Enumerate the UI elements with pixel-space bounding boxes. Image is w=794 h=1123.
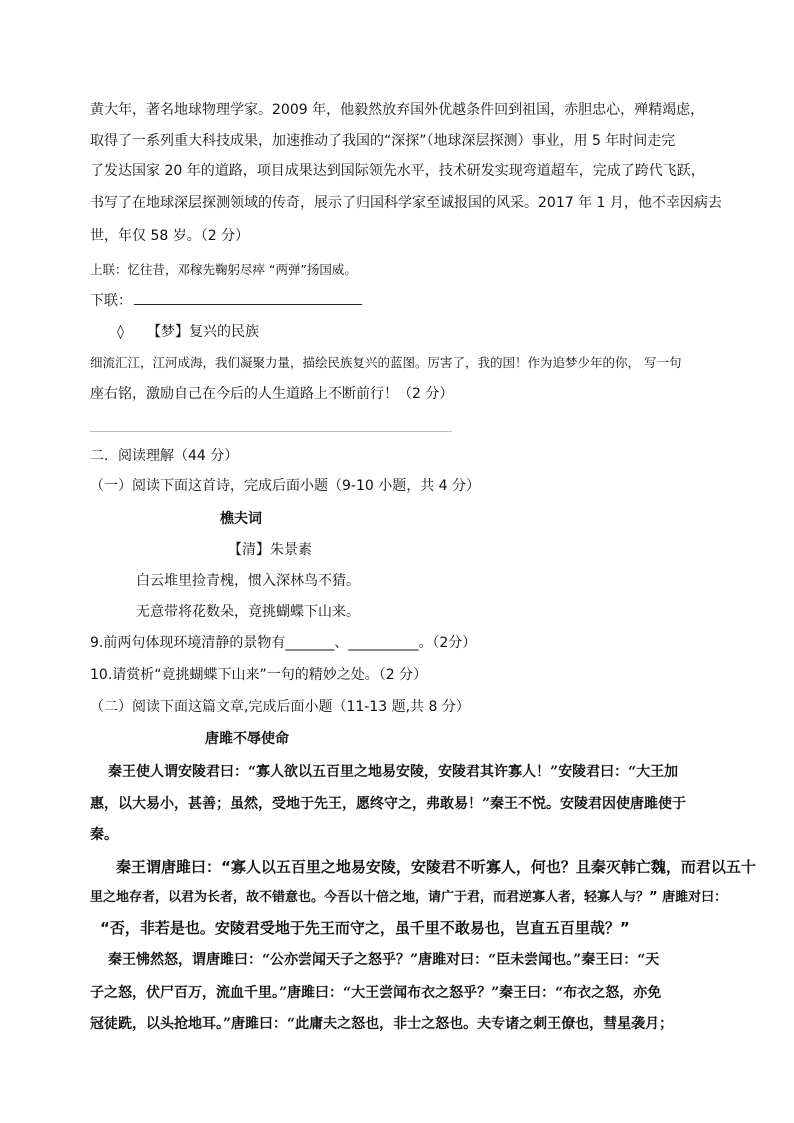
dream-section-title: 【梦】复兴的民族 (147, 324, 259, 340)
dream-line-2: 座右铭，激励自己在今后的人生道路上不断前行！（2 分） (90, 386, 454, 402)
question-10: 10.请赏析“竟挑蝴蝶下山来”一句的精妙之处。（2 分） (90, 667, 428, 683)
intro-line-1: 黄大年，著名地球物理学家。2009 年，他毅然放弃国外优越条件回到祖国，赤胆忠心，殚精竭虑， (90, 102, 705, 118)
couplet-lower (90, 290, 362, 311)
section2-heading: 二．阅读理解（44 分） (90, 448, 239, 464)
couplet-lower-label: 下联： (90, 293, 132, 309)
article-p1-line-1: 秦王使人谓安陵君曰：“寡人欲以五百里之地易安陵，安陵君其许寡人！”安陵君曰：“大王加 (108, 764, 679, 780)
section-divider (90, 431, 452, 432)
poem-title: 樵夫词 (220, 511, 262, 527)
article-p1-line-3: 秦。 (90, 827, 118, 843)
poem-line-2: 无意带将花数朵，竟挑蝴蝶下山来。 (136, 604, 360, 620)
article-title: 唐雎不辱使命 (205, 731, 289, 747)
article-p1-line-2: 惠，以大易小，甚善；虽然，受地于先王，愿终守之，弗敢易！”秦王不悦。安陵君因使唐雎使于 (90, 796, 687, 812)
article-p2-line-2: 里之地存者，以君为长者，故不错意也。今吾以十倍之地，请广于君，而君逆寡人者，轻寡人与？” 唐雎对曰： (90, 890, 728, 905)
couplet-answer-blank[interactable] (134, 290, 362, 305)
article-p2-line-1: 秦王谓唐雎曰：“寡人以五百里之地易安陵，安陵君不听寡人，何也？且秦灭韩亡魏，而君以五十 (116, 858, 756, 876)
bullet-icon: ◊ (117, 324, 124, 340)
dream-line-1: 细流汇江，江河成海，我们凝聚力量，描绘民族复兴的蓝图。厉害了，我的国！作为追梦少年的你， 写一句 (90, 355, 682, 370)
article-p3-line-3: 冠徒跣，以头抢地耳。”唐雎曰：“此庸夫之怒也，非士之怒也。夫专诸之刺王僚也，彗星袭月； (90, 1016, 674, 1032)
dream-section-header (117, 322, 259, 342)
question-9: 9.前两句体现环境清静的景物有_______、__________。（2分） (90, 635, 477, 651)
article-p2-line-3: “否，非若是也。安陵君受地于先王而守之，虽千里不敢易也，岂直五百里哉？” (100, 919, 630, 937)
couplet-upper: 上联：忆往昔，邓稼先鞠躬尽瘁 “两弹”扬国威。 (90, 262, 357, 277)
intro-line-4: 书写了在地球深层探测领域的传奇，展示了归国科学家至诚报国的风采。2017 年 1 月，他不幸因病去 (90, 195, 722, 211)
intro-line-2: 取得了一系列重大科技成果，加速推动了我国的“深探”（地球深层探测）事业，用 5 年时间走完 (90, 133, 676, 149)
part2-heading: （二）阅读下面这篇文章,完成后面小题（11-13 题,共 8 分） (90, 699, 470, 715)
article-p3-line-2: 子之怒，伏尸百万，流血千里。”唐雎曰：“大王尝闻布衣之怒乎？”秦王曰：“布衣之怒，亦免 (90, 985, 662, 1001)
poem-author: 【清】朱景素 (228, 542, 312, 558)
part1-heading: （一）阅读下面这首诗，完成后面小题（9-10 小题，共 4 分） (90, 478, 481, 494)
poem-line-1: 白云堆里捡青槐，惯入深林鸟不猜。 (136, 573, 360, 589)
intro-line-3: 了发达国家 20 年的道路，项目成果达到国际领先水平，技术研发实现弯道超车，完成了跨代飞跃， (90, 163, 705, 179)
article-p3-line-1: 秦王怫然怒，谓唐雎曰：“公亦尝闻天子之怒乎？”唐雎对曰：“臣未尝闻也。”秦王曰：“天 (108, 952, 660, 968)
intro-line-5: 世，年仅 58 岁。（2 分） (90, 228, 250, 244)
